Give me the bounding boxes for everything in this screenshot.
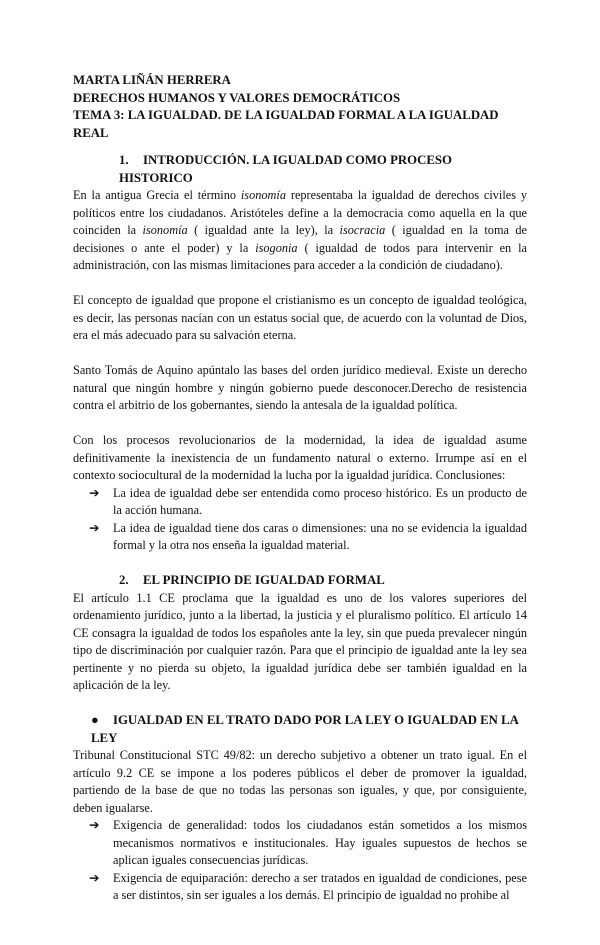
paragraph-modernidad: Con los procesos revolucionarios de la modernidad, la idea de igualdad asume definitivamente la inexistencia de un fundamento natural o externo. Irrumpe así en el contexto sociocultural de la modernidad la lucha por la igualdad jurídica. Conclusiones:: [73, 433, 527, 482]
list-item-text: La idea de igualdad debe ser entendida como proceso histórico. Es un producto de la acción humana.: [113, 485, 527, 517]
list-item-text: Exigencia de equiparación: derecho a ser tratados en igualdad de condiciones, pese a ser distintos, sin ser iguales a los demás. El principio de igualdad no prohibe al: [113, 870, 527, 902]
bullet-icon: ●: [91, 713, 99, 727]
conclusions-list: [73, 485, 527, 555]
topic-title: TEMA 3: LA IGUALDAD. DE LA IGUALDAD FORMAL A LA IGUALDAD REAL: [73, 108, 499, 140]
paragraph-cristianismo: El concepto de igualdad que propone el cristianismo es un concepto de igualdad teológica, es decir, las personas nacían con un estatus social que, de acuerdo con la voluntad de Dios, era el más adecuado para su salvación eterna.: [73, 293, 527, 342]
term-isonomia: isonomía: [240, 188, 286, 202]
list-item-text: Exigencia de generalidad: todos los ciudadanos están sometidos a los mismos mecanismos normativos e institucionales. Hay iguales supuestos de hechos se aplican iguales consecuencias jurídicas.: [113, 818, 527, 867]
section-2-heading: [73, 572, 527, 590]
section-1-heading: [73, 152, 527, 187]
term-isonomia: isonomía: [142, 223, 188, 237]
text-run: ( igualdad en la toma de decisiones o ante el poder) y la: [73, 223, 527, 255]
course-title: DERECHOS HUMANOS Y VALORES DEMOCRÁTICOS: [73, 90, 401, 105]
section-number: 2.: [119, 573, 129, 587]
paragraph-santo-tomas: Santo Tomás de Aquino apúntalo las bases del orden jurídico medieval. Existe un derecho natural que ningún hombre y ningún gobierno puede desconocer.Derecho de resistencia contra el arbitrio de los gobernantes, siendo la antesala de la igualdad política.: [73, 363, 527, 412]
list-item: [81, 817, 527, 870]
document-header: [73, 72, 527, 142]
text-run: representaba la igualdad de derechos civiles y políticos entre los ciudadanos. Aristóteles define a la democracia como aquella en la que coinciden la: [73, 188, 527, 237]
arrow-icon: ➔: [89, 818, 100, 832]
exigencias-list: [73, 817, 527, 905]
section-number: 1.: [119, 153, 129, 167]
list-item: [81, 870, 527, 905]
arrow-icon: ➔: [89, 485, 100, 500]
text-run: ( igualdad ante la ley), la: [187, 223, 340, 237]
paragraph-grecia: [73, 187, 527, 275]
paragraph-stc: Tribunal Constitucional STC 49/82: un derecho subjetivo a obtener un trato igual. En el artículo 9.2 CE se impone a los poderes públicos el deber de promover la igualdad, partiendo de la base de que no todas las personas son iguales, y que, por consiguiente, deben igualarse.: [73, 748, 527, 815]
text-run: En la antigua Grecia el término: [73, 188, 241, 202]
author-name: MARTA LIÑÁN HERRERA: [73, 73, 231, 87]
term-isocracia: isocracia: [339, 223, 386, 237]
list-item-text: La idea de igualdad tiene dos caras o dimensiones: una no se evidencia la igualdad formal y la otra nos enseña la igualdad material.: [113, 520, 527, 552]
arrow-icon: ➔: [89, 520, 100, 535]
list-item: [81, 520, 527, 555]
text-run: ( igualdad de todos para intervenir en la administración, con las mismas limitaciones para acceder a la condición de ciudadano).: [73, 240, 527, 272]
arrow-icon: ➔: [89, 870, 100, 885]
section-title: INTRODUCCIÓN. LA IGUALDAD COMO PROCESO HISTORICO: [119, 153, 452, 185]
paragraph-articulo-14: El artículo 1.1 CE proclama que la igualdad es uno de los valores superiores del ordenamiento jurídico, junto a la libertad, la justicia y el pluralismo político. El artículo 14 CE consagra la igualdad de todos los españoles ante la ley, sin que pueda prevalecer ningún tipo de discriminación por cualquier razón. Para que el principio de igualdad ante la ley sea pertinente y no pierda su objeto, la igualdad jurídica debe ser también igualdad en la aplicación de la ley.: [73, 590, 527, 692]
list-item: [81, 485, 527, 520]
term-isogonia: isogonia: [255, 240, 298, 255]
section-title: EL PRINCIPIO DE IGUALDAD FORMAL: [143, 573, 385, 587]
subsection-heading: [73, 712, 527, 747]
subsection-title: IGUALDAD EN EL TRATO DADO POR LA LEY O IGUALDAD EN LA LEY: [91, 713, 519, 745]
